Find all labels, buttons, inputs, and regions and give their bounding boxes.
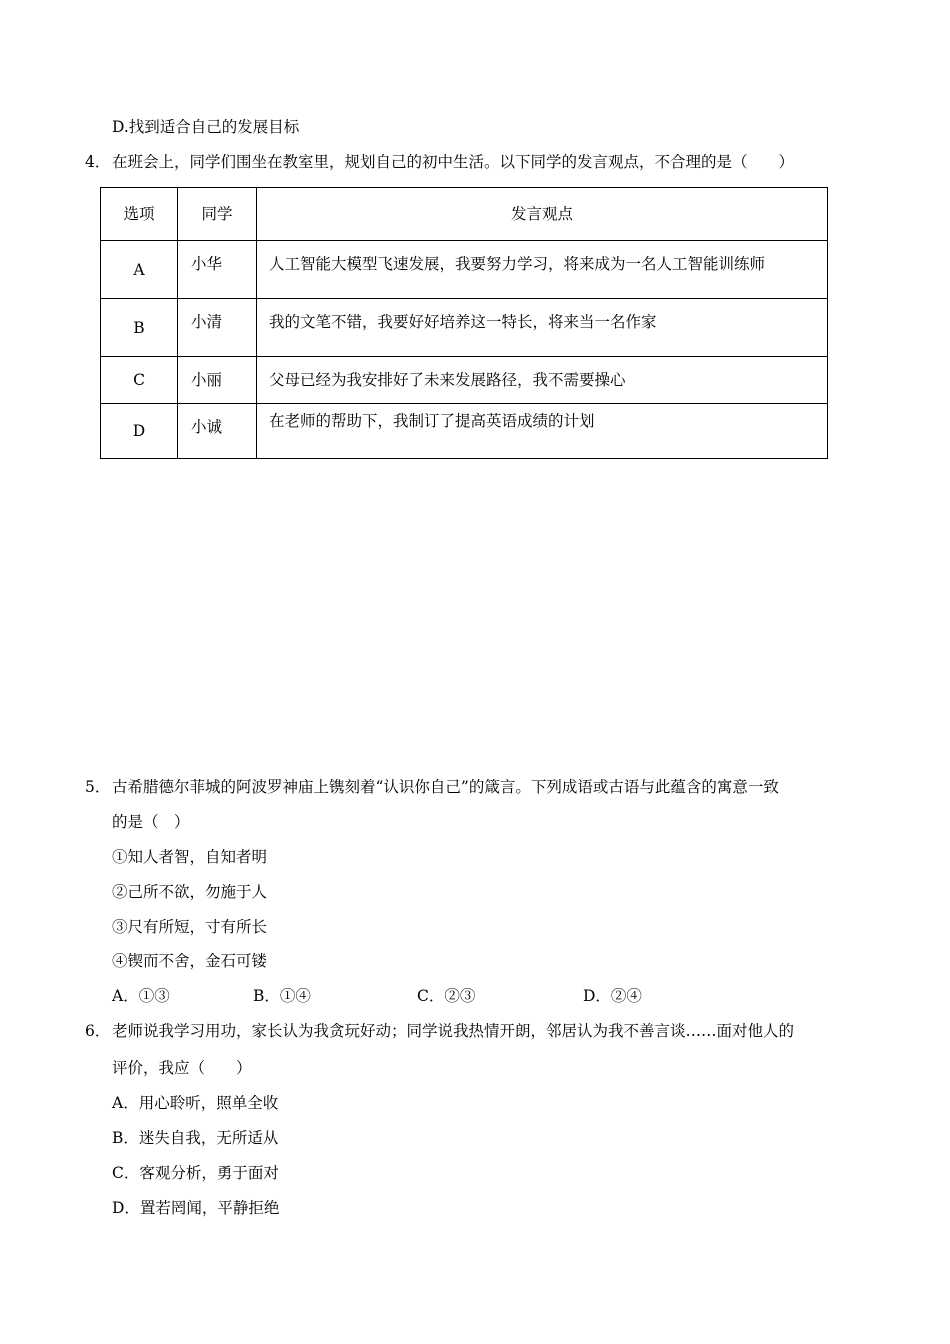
q6-stem-line1: 老师说我学习用功，家长认为我贪玩好动；同学说我热情开朗，邻居认为我不善言谈……面对他人的	[112, 1022, 795, 1040]
table-row	[101, 299, 828, 357]
q5-option-b: B．①④	[253, 987, 311, 1005]
row-option: B	[101, 299, 178, 357]
row-option: D	[101, 404, 178, 459]
q5-number: 5．	[85, 778, 111, 796]
table-row	[101, 241, 828, 299]
q5-option-a: A．①③	[112, 987, 170, 1005]
q6-option-a: A．用心聆听，照单全收	[112, 1094, 279, 1112]
table-row	[101, 404, 828, 459]
header-option: 选项	[101, 188, 178, 241]
row-viewpoint: 在老师的帮助下，我制订了提高英语成绩的计划	[257, 404, 828, 459]
row-viewpoint: 我的文笔不错，我要好好培养这一特长，将来当一名作家	[257, 299, 828, 357]
table-header-row	[101, 188, 828, 241]
row-student: 小丽	[178, 357, 257, 404]
row-viewpoint: 父母已经为我安排好了未来发展路径，我不需要操心	[257, 357, 828, 404]
q6-stem-line2: 评价，我应（ ）	[112, 1059, 252, 1077]
q3-option-d: D.找到适合自己的发展目标	[112, 118, 300, 136]
q6-option-c: C．客观分析，勇于面对	[112, 1164, 279, 1182]
row-student: 小华	[178, 241, 257, 299]
q5-stem-line1: 古希腊德尔菲城的阿波罗神庙上镌刻着“认识你自己”的箴言。下列成语或古语与此蕴含的寓意一致	[112, 778, 779, 796]
q5-stem-line2: 的是（ ）	[112, 813, 190, 831]
q5-options	[112, 985, 672, 1007]
row-student: 小诚	[178, 404, 257, 459]
q4-stem: 在班会上，同学们围坐在教室里，规划自己的初中生活。以下同学的发言观点，不合理的是（ ）	[112, 153, 795, 171]
q6-number: 6．	[85, 1022, 111, 1040]
q5-item-1: ①知人者智，自知者明	[112, 848, 268, 866]
header-viewpoint: 发言观点	[257, 188, 828, 241]
row-viewpoint: 人工智能大模型飞速发展，我要努力学习，将来成为一名人工智能训练师	[257, 241, 828, 299]
q4-table	[100, 187, 828, 459]
q4-number: 4．	[85, 153, 111, 171]
q5-item-4: ④锲而不舍，金石可镂	[112, 952, 268, 970]
q5-item-2: ②己所不欲，勿施于人	[112, 883, 268, 901]
q6-option-b: B．迷失自我，无所适从	[112, 1129, 279, 1147]
table-row	[101, 357, 828, 404]
q5-option-c: C．②③	[417, 987, 476, 1005]
row-student: 小清	[178, 299, 257, 357]
q5-option-d: D．②④	[583, 987, 642, 1005]
q6-option-d: D．置若罔闻，平静拒绝	[112, 1199, 280, 1217]
row-option: A	[101, 241, 178, 299]
header-student: 同学	[178, 188, 257, 241]
row-option: C	[101, 357, 178, 404]
q5-item-3: ③尺有所短，寸有所长	[112, 918, 268, 936]
